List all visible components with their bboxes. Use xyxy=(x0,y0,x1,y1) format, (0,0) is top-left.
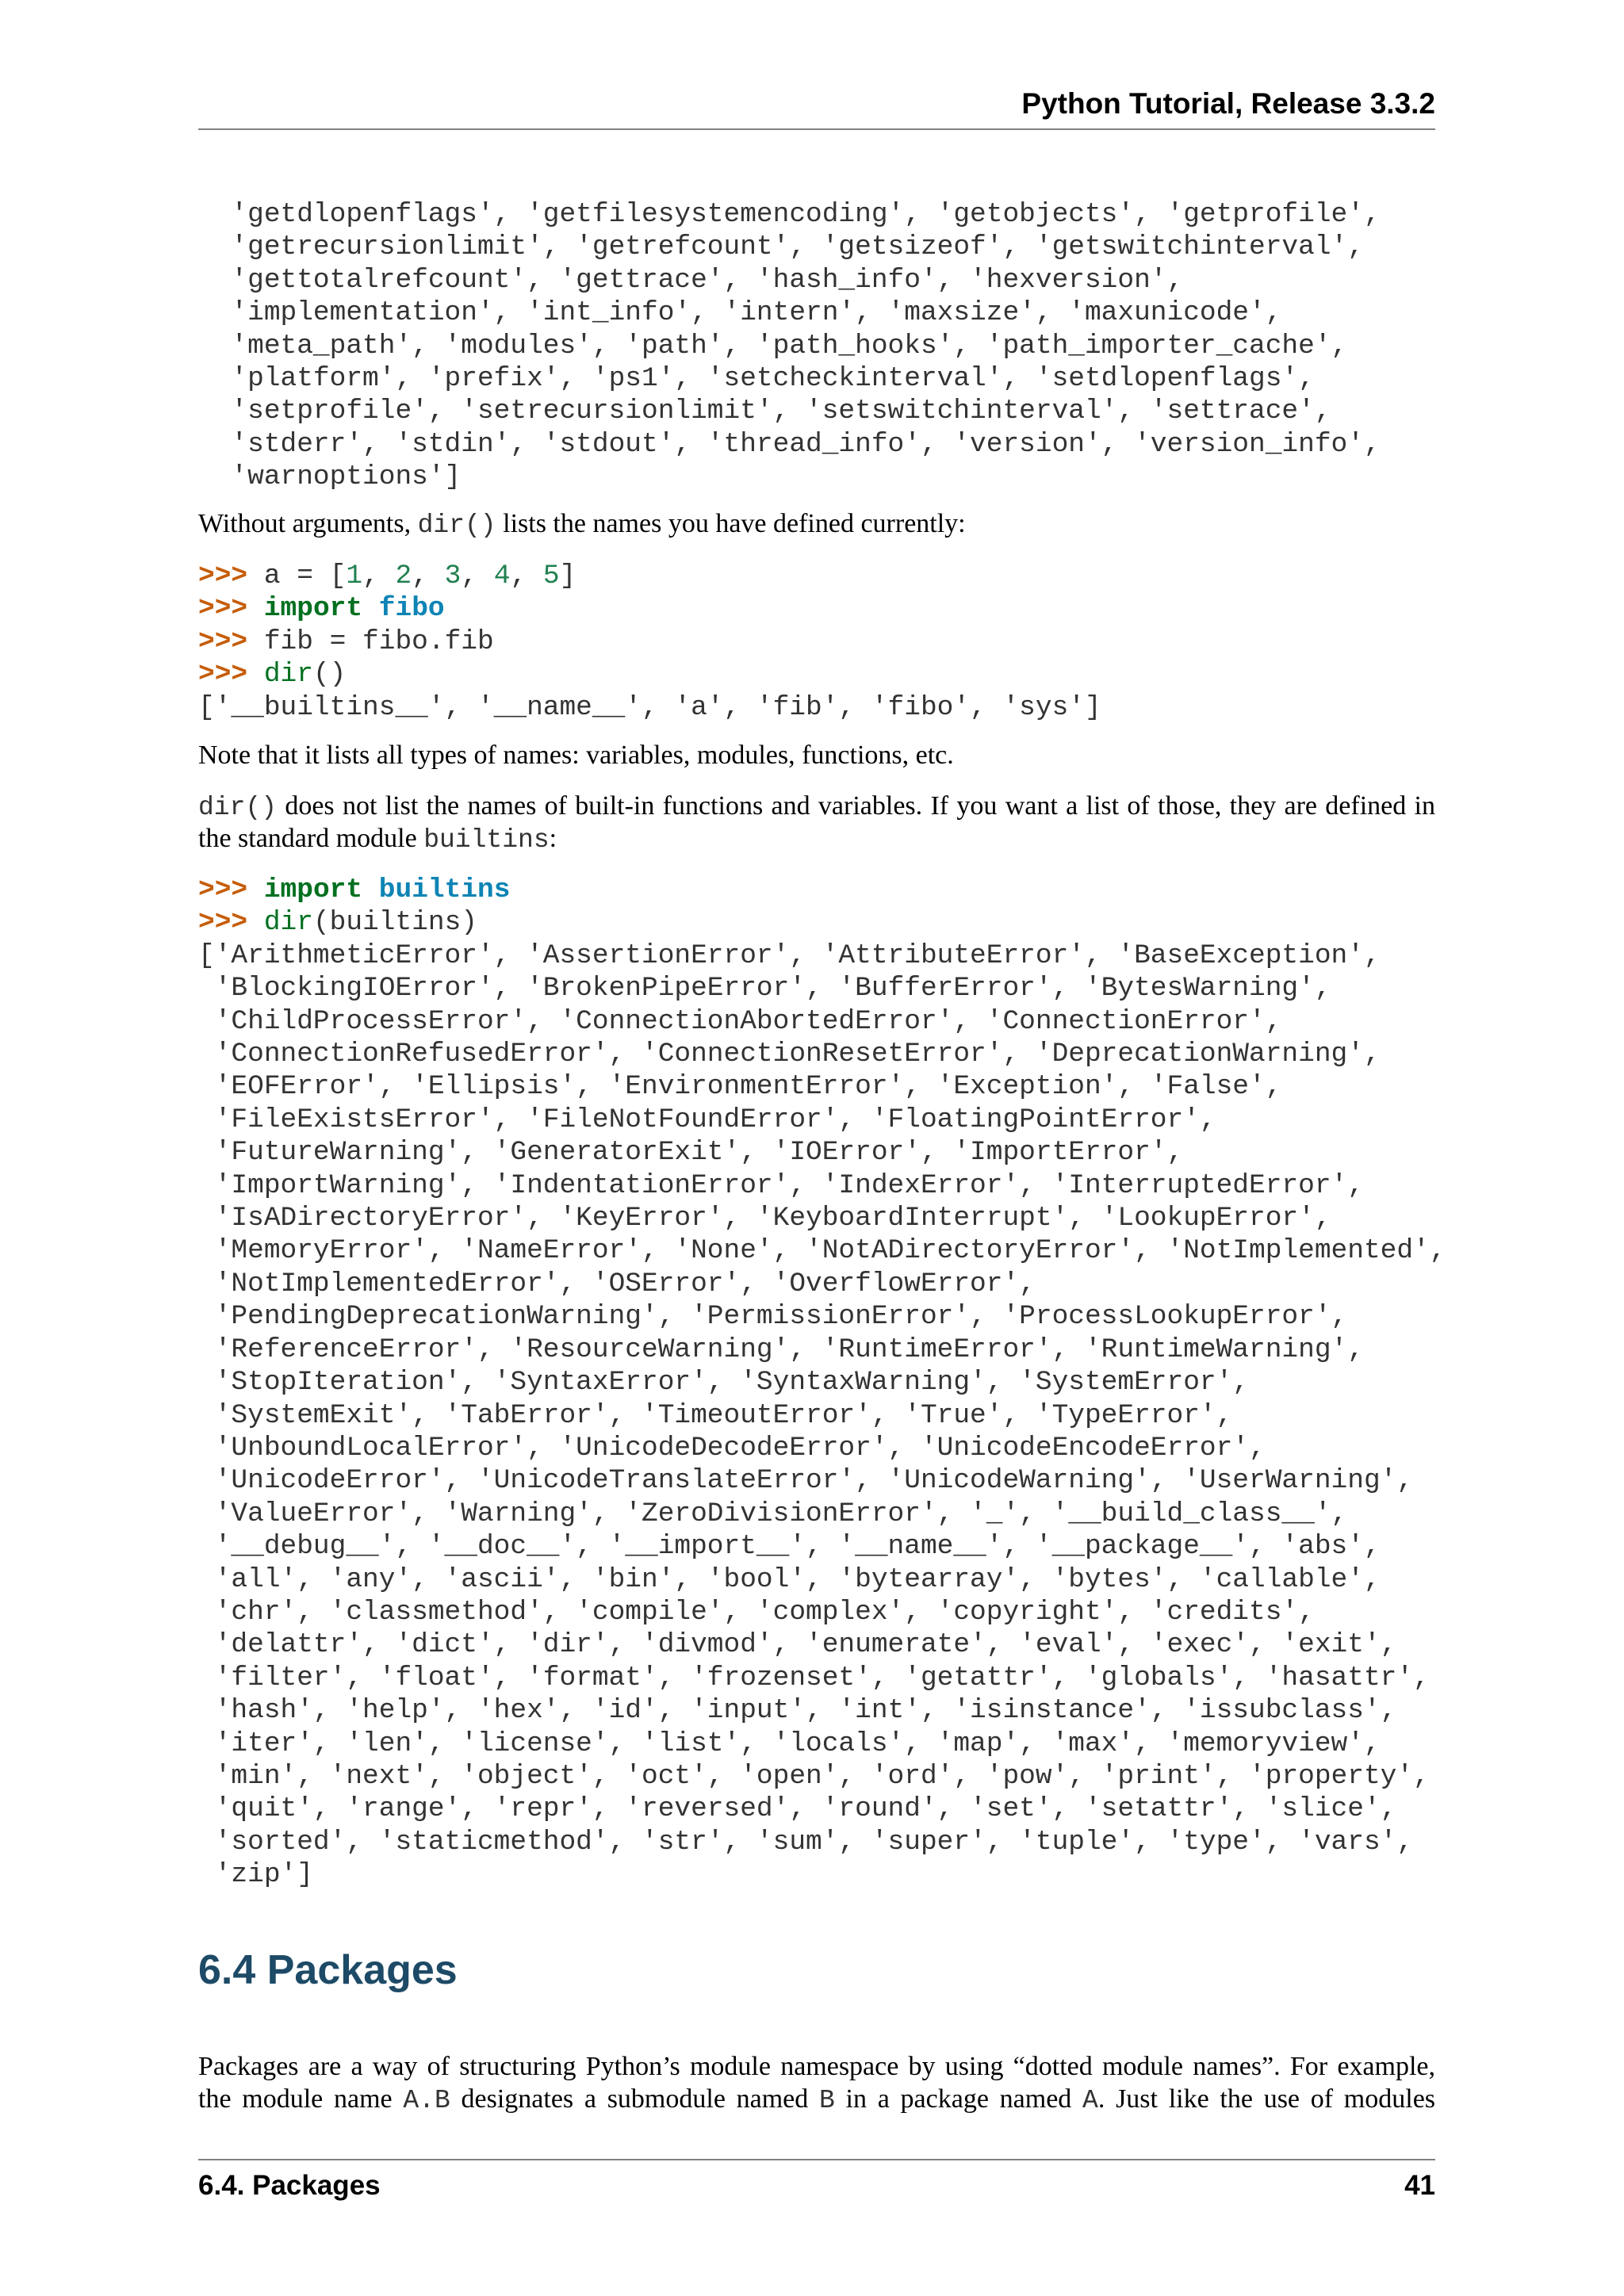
page-number: 41 xyxy=(1404,2170,1435,2201)
text: . Just like the use of modules xyxy=(1097,2084,1436,2114)
footer-section-label: 6.4. Packages xyxy=(198,2170,381,2201)
code-output: ['ArithmeticError', 'AssertionError', 'AttributeError', 'BaseException', 'BlockingIOError', 'BrokenPipeError', 'BufferError', 'BytesWarning', 'ChildProcessError', 'ConnectionAbortedError', 'ConnectionError', 'ConnectionRefusedError', 'ConnectionResetError', 'DeprecationWarning', 'EOFError', 'Ellipsis', 'EnvironmentError', 'Exception', 'False', 'FileExistsError', 'FileNotFoundError', 'FloatingPointError', 'FutureWarning', 'GeneratorExit', 'IOError', 'ImportError', 'ImportWarning', 'IndentationError', 'IndexError', 'InterruptedError', 'IsADirectoryError', 'KeyError', 'KeyboardInterrupt', 'LookupError', 'MemoryError', 'NameError', 'None', 'NotADirectoryError', 'NotImplemented', 'NotImplementedError', 'OSError', 'OverflowError', 'PendingDeprecationWarning', 'PermissionError', 'ProcessLookupError', 'ReferenceError', 'ResourceWarning', 'RuntimeError', 'RuntimeWarning', 'StopIteration', 'SyntaxError', 'SyntaxWarning', 'SystemError', 'SystemExit', 'TabError', 'TimeoutError', 'True', 'TypeError', 'UnboundLocalError', 'UnicodeDecodeError', 'UnicodeEncodeError', 'UnicodeError', 'UnicodeTranslateError', 'UnicodeWarning', 'UserWarning', 'ValueError', 'Warning', 'ZeroDivisionError', '_', '__build_class__', '__debug__', '__doc__', '__import__', '__name__', '__package__', 'abs', 'all', 'any', 'ascii', 'bin', 'bool', 'bytearray', 'bytes', 'callable', 'chr', 'classmethod', 'compile', 'complex', 'copyright', 'credits', 'delattr', 'dict', 'dir', 'divmod', 'enumerate', 'eval', 'exec', 'exit', 'filter', 'float', 'format', 'frozenset', 'getattr', 'globals', 'hasattr', 'hash', 'help', 'hex', 'id', 'input', 'int', 'isinstance', 'issubclass', 'iter', 'len', 'license', 'list', 'locals', 'map', 'max', 'memoryview', 'min', 'next', 'object', 'oct', 'open', 'ord', 'pow', 'print', 'property', 'quit', 'range', 'repr', 'reversed', 'round', 'set', 'setattr', 'slice', 'sorted', 'staticmethod', 'str', 'sum', 'super', 'tuple', 'type', 'vars', 'zip'] xyxy=(198,939,1446,1891)
paragraph-without-arguments xyxy=(198,507,1435,542)
builtin-function: dir xyxy=(263,659,313,691)
prompt: >>> xyxy=(198,593,248,625)
keyword-import: import xyxy=(263,593,363,625)
paragraph-builtins-line2 xyxy=(198,822,1435,857)
text: Without arguments, xyxy=(198,509,418,538)
separator: , xyxy=(362,561,396,591)
sys-dir-output-code-block: 'getdlopenflags', 'getfilesystemencoding', 'getobjects', 'getprofile', 'getrecursionlimit', 'getrefcount', 'getsizeof', 'getswitchinterval', 'gettotalrefcount', 'gettrace', 'hash_info', 'hexversion', 'implementation', 'int_info', 'intern', 'maxsize', 'maxunicode', 'meta_path', 'modules', 'path', 'path_hooks', 'path_importer_cache', 'platform', 'prefix', 'ps1', 'setcheckinterval', 'setdlopenflags', 'setprofile', 'setrecursionlimit', 'setswitchinterval', 'settrace', 'stderr', 'stdin', 'stdout', 'thread_info', 'version', 'version_info', 'warnoptions'] xyxy=(231,199,1381,493)
module-name: fibo xyxy=(378,593,445,625)
inline-code-builtins: builtins xyxy=(423,825,550,855)
separator: , xyxy=(510,561,543,591)
code-text: ] xyxy=(559,561,576,591)
prompt: >>> xyxy=(198,659,248,691)
inline-code-dir: dir() xyxy=(417,511,496,540)
paragraph-packages-line1: Packages are a way of structuring Python’s module namespace by using “dotted module names”. For example, xyxy=(198,2052,1435,2081)
separator: , xyxy=(412,561,445,591)
number-literal: 4 xyxy=(493,561,511,591)
text: the module name xyxy=(198,2084,404,2114)
module-name: builtins xyxy=(378,874,511,905)
running-header: Python Tutorial, Release 3.3.2 xyxy=(1021,87,1435,120)
number-literal: 1 xyxy=(346,561,363,591)
text: the standard module xyxy=(198,824,424,853)
number-literal: 5 xyxy=(542,561,560,591)
section-title: Packages xyxy=(266,1947,458,1993)
text: does not list the names of built-in functions and variables. If you want a list of those, they are defined in xyxy=(277,791,1435,821)
keyword-import: import xyxy=(263,874,363,905)
example-dir-code-block xyxy=(198,560,1101,724)
number-literal: 3 xyxy=(444,561,462,591)
section-heading xyxy=(198,1946,458,1994)
text: designates a submodule named xyxy=(450,2084,820,2114)
separator: , xyxy=(461,561,494,591)
code-text: fib = fibo.fib xyxy=(247,626,494,657)
header-rule xyxy=(198,128,1435,130)
prompt: >>> xyxy=(198,626,248,657)
prompt: >>> xyxy=(198,907,248,939)
inline-code-b: B xyxy=(819,2086,835,2115)
number-literal: 2 xyxy=(395,561,412,591)
prompt: >>> xyxy=(198,874,248,905)
text: in a package named xyxy=(834,2084,1083,2114)
code-text: (builtins) xyxy=(312,907,478,939)
text: lists the names you have defined currently: xyxy=(496,509,966,538)
section-number: 6.4 xyxy=(198,1947,256,1993)
footer-rule xyxy=(198,2159,1435,2160)
inline-code-dir: dir() xyxy=(198,793,278,822)
inline-code-a: A xyxy=(1082,2086,1098,2115)
builtin-function: dir xyxy=(263,907,313,939)
paragraph-packages-line2 xyxy=(198,2083,1435,2118)
paragraph-note: Note that it lists all types of names: variables, modules, functions, etc. xyxy=(198,740,954,770)
code-output: ['__builtins__', '__name__', 'a', 'fib', 'fibo', 'sys'] xyxy=(198,691,1101,723)
inline-code-a-b: A.B xyxy=(403,2086,450,2115)
builtins-dir-code-block xyxy=(198,874,1446,1892)
paragraph-builtins-line1 xyxy=(198,790,1435,825)
code-text: () xyxy=(312,659,347,691)
prompt: >>> xyxy=(198,561,248,591)
code-text: a = [ xyxy=(247,561,347,591)
text: : xyxy=(549,824,557,853)
